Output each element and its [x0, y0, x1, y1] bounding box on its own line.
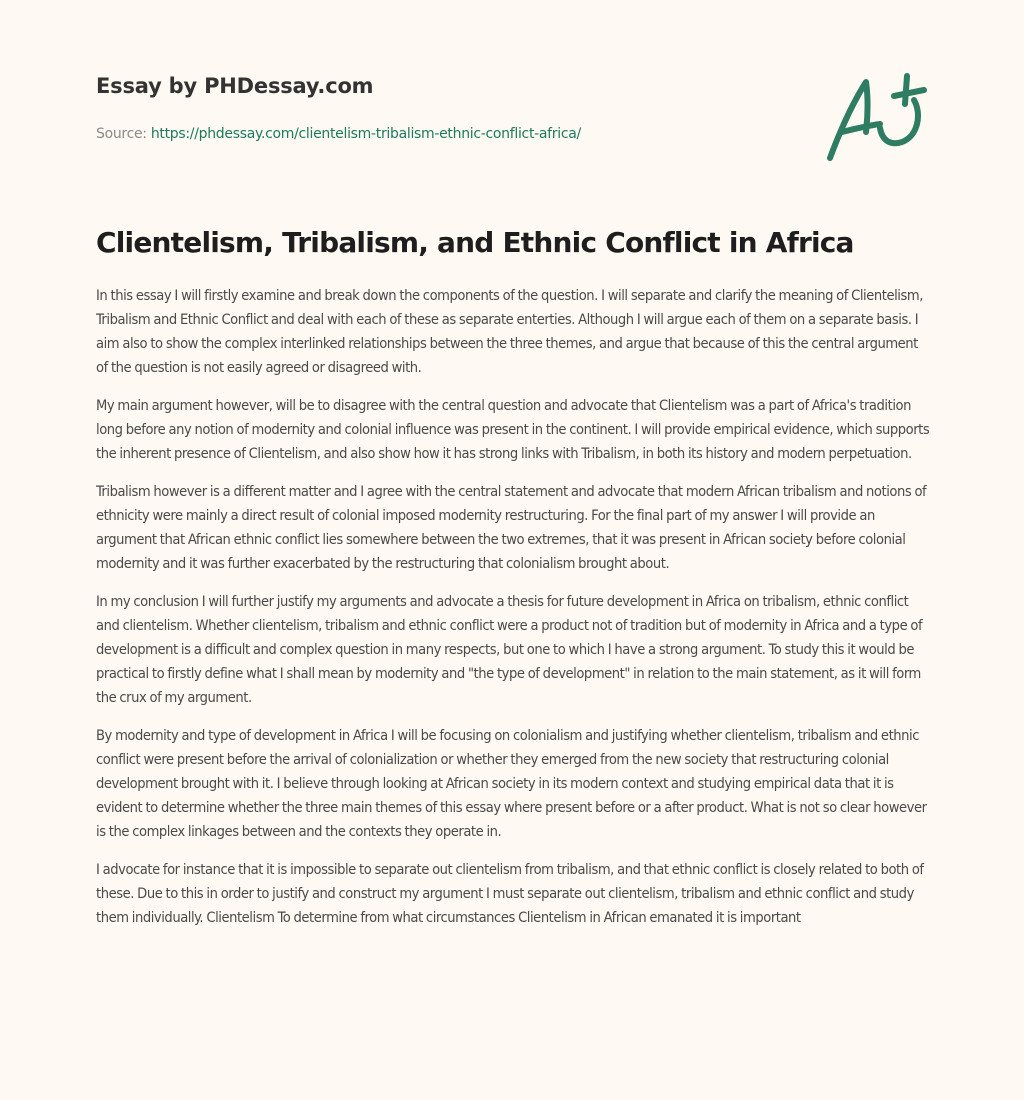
source-line [96, 126, 936, 142]
essay-paragraph: I advocate for instance that it is impossible to separate out clientelism from tribalism, and that ethnic conflict is closely related to both of these. Due to this in order to justify and construct my argument I must separate out clientelism, tribalism and ethnic conflict and study them individually. Clientelism To determine from what circumstances Clientelism in African emanated it is important [96, 861, 924, 926]
source-link[interactable]: https://phdessay.com/clientelism-tribalism-ethnic-conflict-africa/ [150, 126, 581, 142]
essay-paragraph: In my conclusion I will further justify my arguments and advocate a thesis for future development in Africa on tribalism, ethnic conflict and clientelism. Whether clientelism, tribalism and ethnic conflict were a product not of tradition but of modernity in Africa and a type of development is a difficult and complex question in many respects, but one to which I have a strong argument. To study this it would be practical to firstly define what I shall mean by modernity and "the type of development" in relation to the main statement, as it will form the crux of my argument. [96, 593, 923, 706]
site-title: Essay by PHDessay.com [96, 74, 374, 98]
source-label: Source: [96, 126, 147, 142]
a-plus-grade-icon [822, 66, 932, 166]
essay-body [96, 284, 932, 944]
essay-paragraph: By modernity and type of development in Africa I will be focusing on colonialism and justifying whether clientelism, tribalism and ethnic conflict were present before the arrival of colonialization or whether they emerged from the new society that restructuring colonial development brought with it. I believe through looking at African society in its modern context and studying empirical data that it is evident to determine whether the three main themes of this essay where present before or a after product. What is not so clear however is the complex linkages between and the contexts they operate in. [96, 727, 927, 840]
page-header [96, 74, 936, 142]
essay-paragraph: Tribalism however is a different matter and I agree with the central statement and advocate that modern African tribalism and notions of ethnicity were mainly a direct result of colonial imposed modernity restructuring. For the final part of my answer I will provide an argument that African ethnic conflict lies somewhere between the two extremes, that it was present in African society before colonial modernity and it was further exacerbated by the restructuring that colonialism brought about. [96, 483, 927, 572]
essay-title: Clientelism, Tribalism, and Ethnic Conflict in Africa [96, 226, 854, 259]
essay-paragraph: In this essay I will firstly examine and break down the components of the question. I will separate and clarify the meaning of Clientelism, Tribalism and Ethnic Conflict and deal with each of these as separate enterties. Although I will argue each of them on a separate basis. I aim also to show the complex interlinked relationships between the three themes, and argue that because of this the central argument of the question is not easily agreed or disagreed with. [96, 287, 923, 376]
essay-paragraph: My main argument however, will be to disagree with the central question and advocate that Clientelism was a part of Africa's tradition long before any notion of modernity and colonial influence was present in the continent. I will provide empirical evidence, which supports the inherent presence of Clientelism, and also show how it has strong links with Tribalism, in both its history and modern perpetuation. [96, 397, 930, 462]
